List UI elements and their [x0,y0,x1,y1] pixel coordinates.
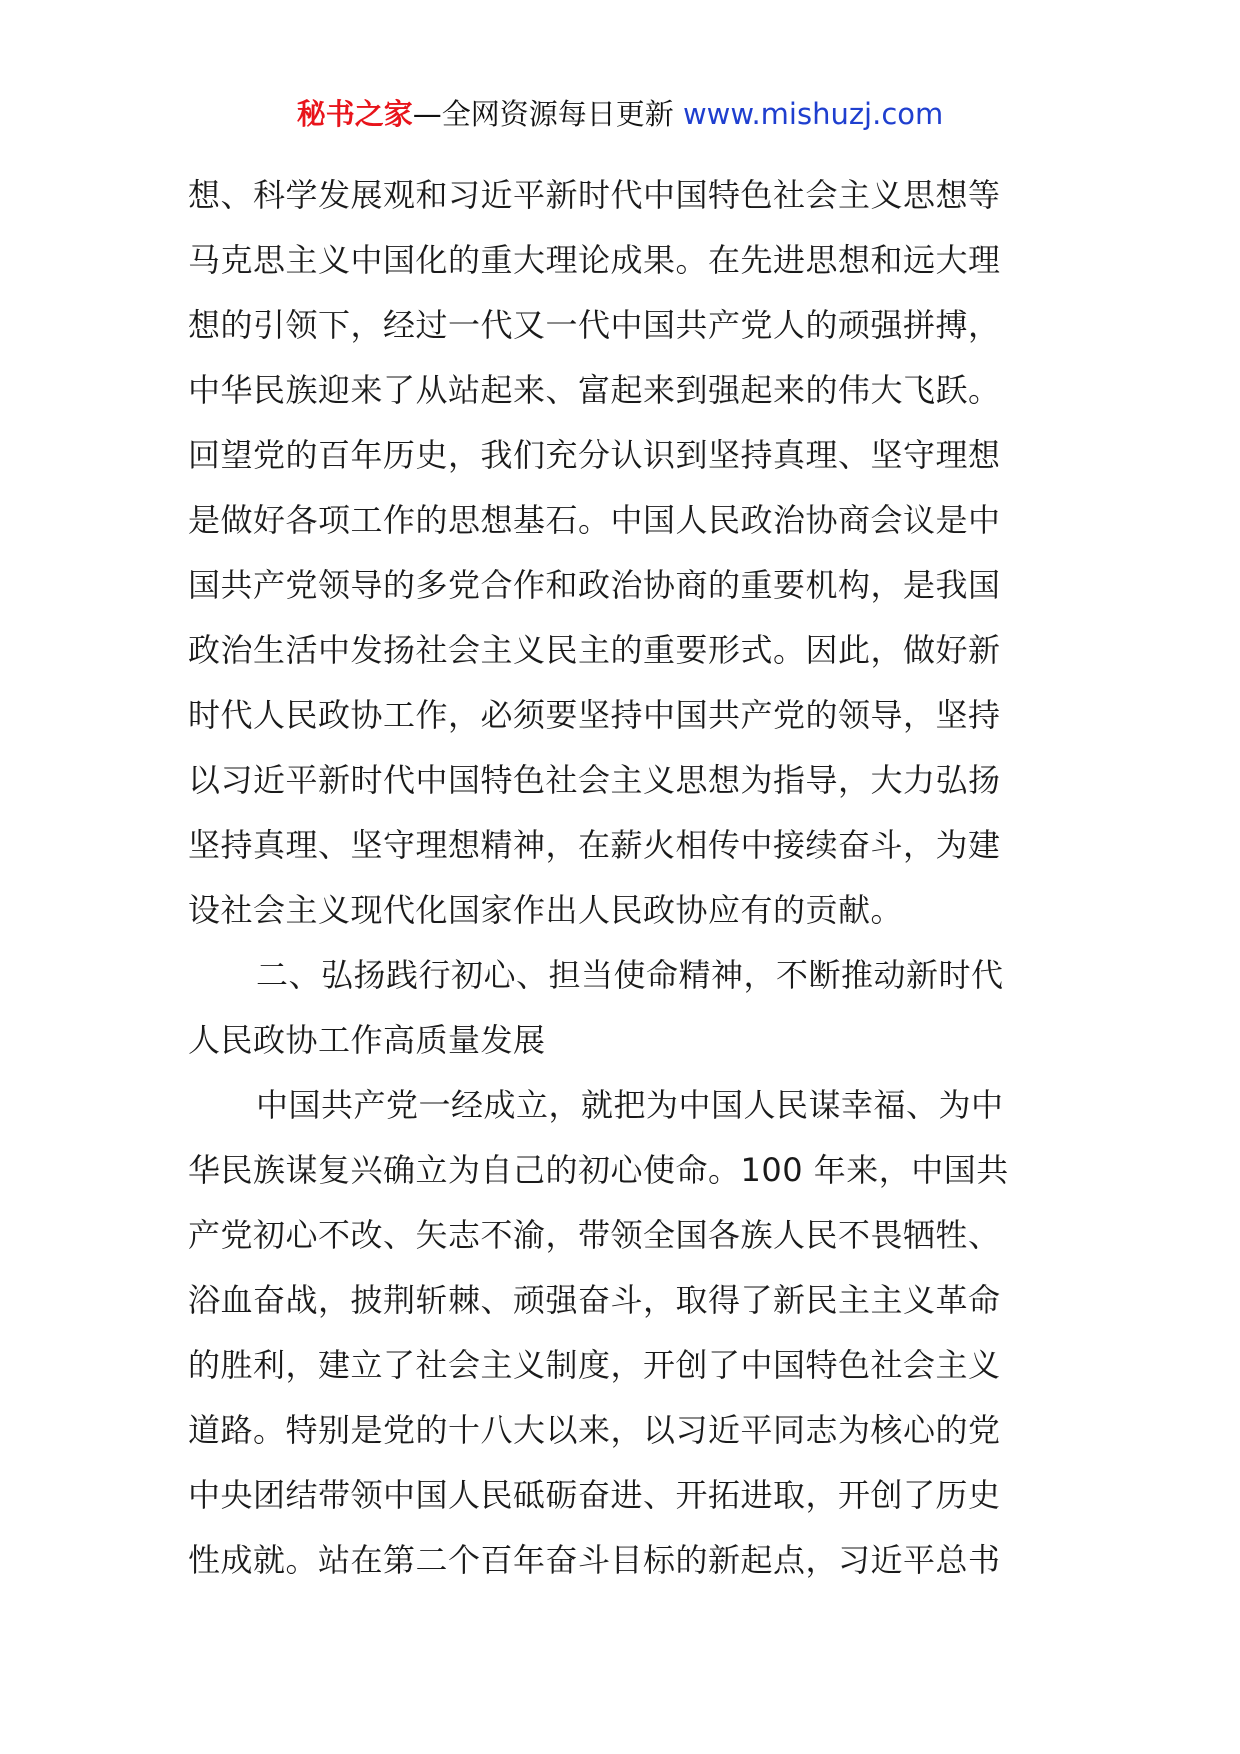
text-line: 浴血奋战，披荆斩棘、顽强奋斗，取得了新民主主义革命 [188,1281,1001,1319]
text-line: 的胜利，建立了社会主义制度，开创了中国特色社会主义 [188,1346,1001,1384]
text-line: 性成就。站在第二个百年奋斗目标的新起点，习近平总书 [188,1541,1001,1579]
text-line: 国共产党领导的多党合作和政治协商的重要机构，是我国 [188,566,1001,604]
text-line: 马克思主义中国化的重大理论成果。在先进思想和远大理 [188,241,1001,279]
header-tagline: —全网资源每日更新 [412,97,683,131]
text-line: 设社会主义现代化国家作出人民政协应有的贡献。 [188,891,904,929]
document-body [188,163,1058,1593]
text-line: 产党初心不改、矢志不渝，带领全国各族人民不畏牺牲、 [188,1216,1001,1254]
section-heading-continued: 人民政协工作高质量发展 [188,1021,546,1059]
text-line: 想的引领下，经过一代又一代中国共产党人的顽强拼搏， [188,306,1001,344]
text-line: 道路。特别是党的十八大以来，以习近平同志为核心的党 [188,1411,1001,1449]
section-heading: 二、弘扬践行初心、担当使命精神，不断推动新时代 [256,956,1004,994]
text-line: 以习近平新时代中国特色社会主义思想为指导，大力弘扬 [188,761,1001,799]
text-line: 回望党的百年历史，我们充分认识到坚持真理、坚守理想 [188,436,1001,474]
paragraph-start: 中国共产党一经成立，就把为中国人民谋幸福、为中 [256,1086,1004,1124]
text-line: 政治生活中发扬社会主义民主的重要形式。因此，做好新 [188,631,1001,669]
brand-name: 秘书之家 [296,97,413,131]
text-line: 时代人民政协工作，必须要坚持中国共产党的领导，坚持 [188,696,1001,734]
text-line: 华民族谋复兴确立为自己的初心使命。100 年来，中国共 [188,1151,1009,1189]
page-header [0,94,1240,134]
text-line: 中华民族迎来了从站起来、富起来到强起来的伟大飞跃。 [188,371,1001,409]
site-url-link[interactable]: www.mishuzj.com [682,97,944,131]
text-line: 是做好各项工作的思想基石。中国人民政治协商会议是中 [188,501,1001,539]
text-line: 坚持真理、坚守理想精神，在薪火相传中接续奋斗，为建 [188,826,1001,864]
text-line: 想、科学发展观和习近平新时代中国特色社会主义思想等 [188,176,1001,214]
text-line: 中央团结带领中国人民砥砺奋进、开拓进取，开创了历史 [188,1476,1001,1514]
